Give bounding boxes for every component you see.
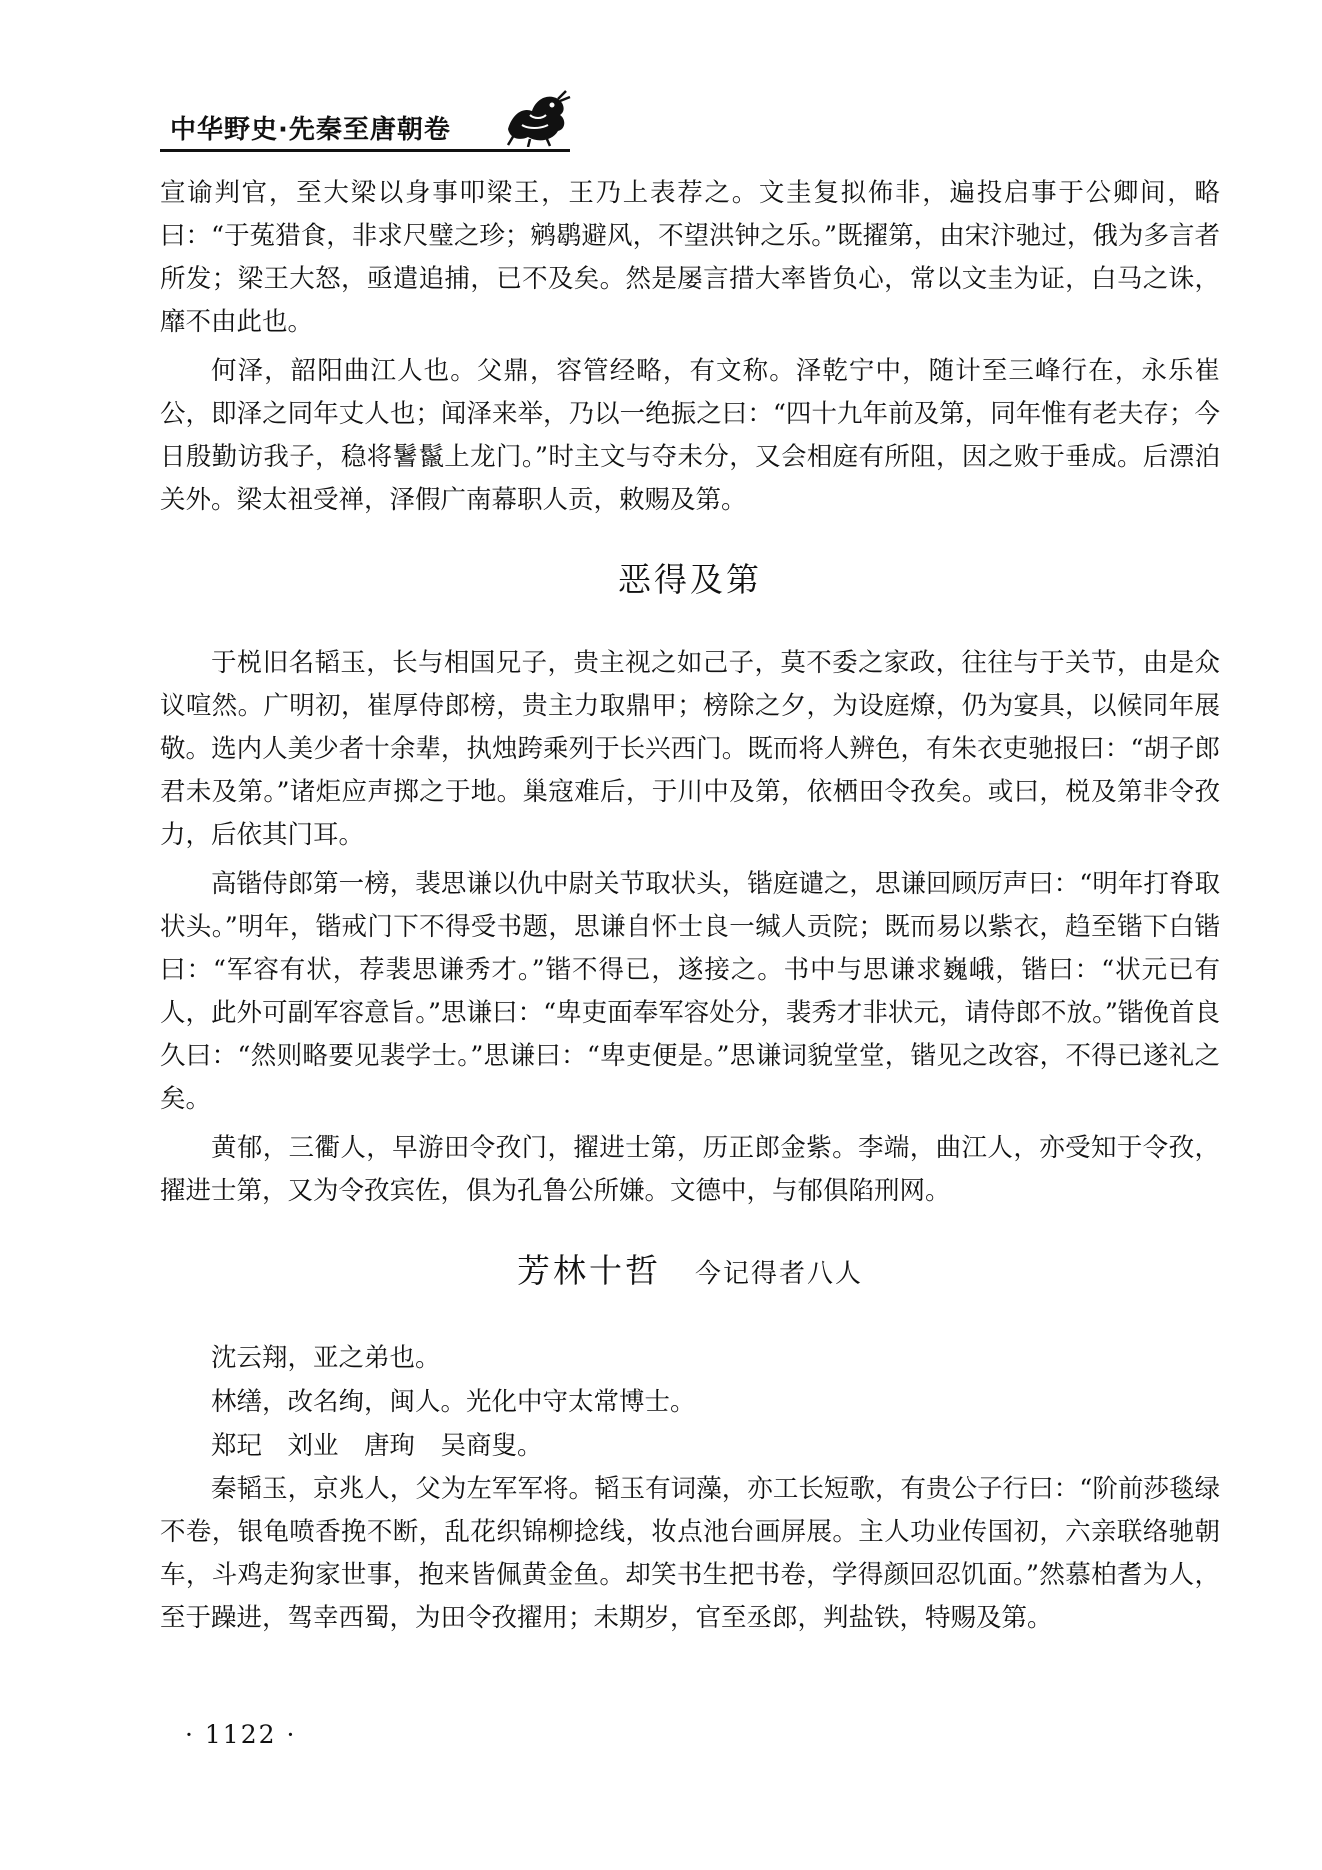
page-number: · 1122 · (185, 1720, 297, 1749)
paragraph: 何泽，韶阳曲江人也。父鼎，容管经略，有文称。泽乾宁中，随计至三峰行在，永乐崔公，即泽之同年丈人也；闻泽来举，乃以一绝振之曰：“四十九年前及第，同年惟有老夫存；今日殷勤访我子，稳将鬐鬣上龙门。”时主文与夺未分，又会相庭有所阻，因之败于垂成。后漂泊关外。梁太祖受禅，泽假广南幕职人贡，敕赐及第。 (160, 356, 1220, 515)
paragraph: 秦韬玉，京兆人，父为左军军将。韬玉有词藻，亦工长短歌，有贵公子行曰：“阶前莎毯绿不卷，银龟喷香挽不断，乱花织锦柳捻线，妆点池台画屏展。主人功业传国初，六亲联络驰朝车，斗鸡走狗家世事，抱来皆佩黄金鱼。却笑书生把书卷，学得颜回忍饥面。”然慕柏耆为人，至于躁进，驾幸西蜀，为田令孜擢用；未期岁，官至丞郎，判盐铁，特赐及第。 (160, 1474, 1220, 1633)
paragraph: 高锴侍郎第一榜，裴思谦以仇中尉关节取状头，锴庭谴之，思谦回顾厉声曰：“明年打脊取状头。”明年，锴戒门下不得受书题，思谦自怀士良一缄人贡院；既而易以紫衣，趋至锴下白锴曰：“军容有状，荐裴思谦秀才。”锴不得已，遂接之。书中与思谦求巍峨，锴曰：“状元已有人，此外可副军容意旨。”思谦曰：“卑吏面奉军容处分，裴秀才非状元，请侍郎不放。”锴俛首良久曰：“然则略要见裴学士。”思谦曰：“卑吏便是。”思谦词貌堂堂，锴见之改容，不得已遂礼之矣。 (160, 869, 1220, 1114)
section-subtitle: 今记得者八人 (694, 1259, 863, 1289)
section-heading (160, 558, 1220, 602)
paragraph: 黄郁，三衢人，早游田令孜门，擢进士第，历正郎金紫。李端，曲江人，亦受知于令孜，擢进士第，又为令孜宾佐，俱为孔鲁公所嫌。文德中，与郁俱陷刑网。 (160, 1133, 1220, 1206)
section-heading (160, 1249, 1220, 1296)
section-title: 芳林十哲 (516, 1251, 661, 1290)
section-title: 恶得及第 (618, 560, 762, 599)
book-title: 中华野史·先秦至唐朝卷 (170, 115, 451, 145)
list-item: 沈云翔，亚之弟也。 (211, 1343, 441, 1373)
header-rule (160, 149, 570, 152)
page-body (160, 172, 1220, 1646)
list-item: 郑玘 刘业 唐珣 吴商叟。 (211, 1431, 543, 1461)
running-header (160, 85, 570, 153)
list-item: 林缮，改名绚，闽人。光化中守太常博士。 (211, 1387, 696, 1417)
paragraph: 宣谕判官，至大梁以身事叩梁王，王乃上表荐之。文圭复拟佈非，遍投启事于公卿间，略曰：“于菟猎食，非求尺璧之珍；鹓鹖避风，不望洪钟之乐。”既擢第，由宋汴驰过，俄为多言者所发；梁王大怒，亟遣追捕，已不及矣。然是屡言措大率皆负心，常以文圭为证，白马之诛，靡不由此也。 (160, 178, 1220, 337)
dragon-emblem-icon (500, 85, 572, 147)
paragraph: 于棁旧名韬玉，长与相国兄子，贵主视之如己子，莫不委之家政，往往与于关节，由是众议喧然。广明初，崔厚侍郎榜，贵主力取鼎甲；榜除之夕，为设庭燎，仍为宴具，以候同年展敬。选内人美少者十余辈，执烛跨乘列于长兴西门。既而将人辨色，有朱衣吏驰报曰：“胡子郎君未及第。”诸炬应声掷之于地。巢寇难后，于川中及第，依栖田令孜矣。或曰，棁及第非令孜力，后依其门耳。 (160, 648, 1220, 850)
